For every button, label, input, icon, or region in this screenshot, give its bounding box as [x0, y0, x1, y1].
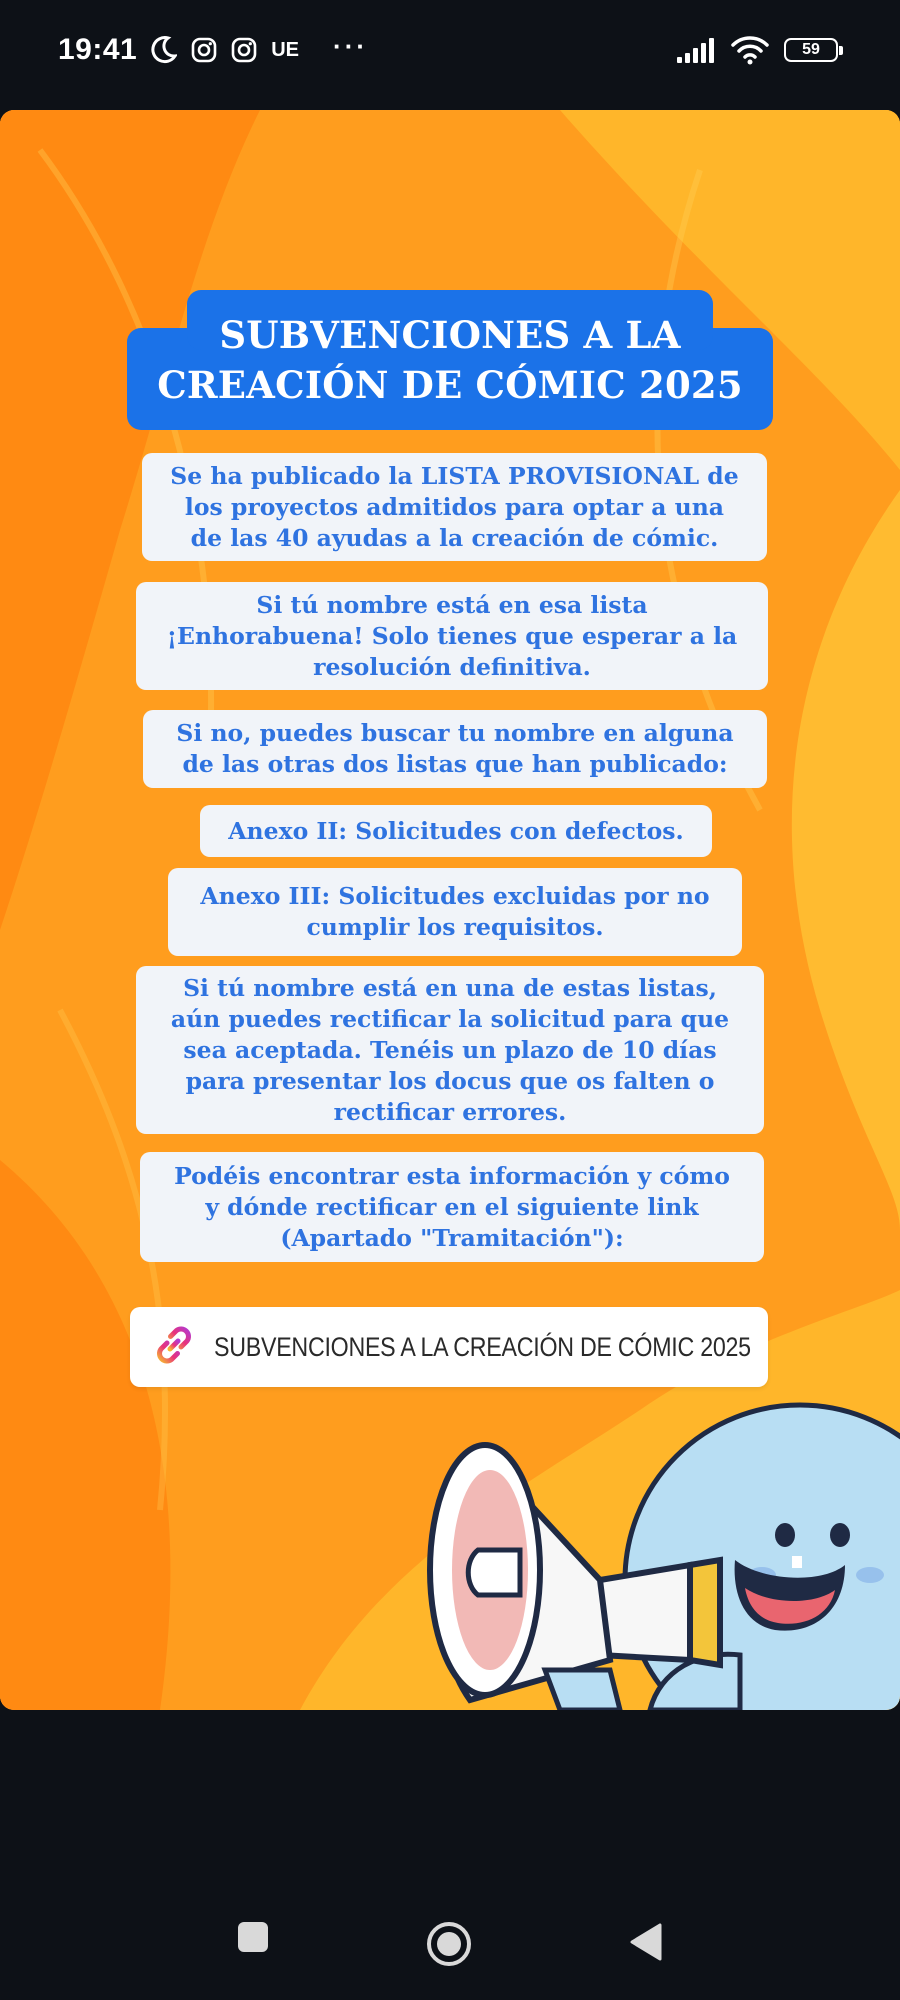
moon-icon	[151, 36, 177, 64]
status-time: 19:41	[58, 33, 138, 66]
text-block-anexo-ii: Anexo II: Solicitudes con defectos.	[200, 805, 712, 857]
more-notifications-dots: ···	[333, 30, 369, 61]
recents-button[interactable]	[236, 1920, 270, 1959]
circle-icon	[425, 1920, 473, 1968]
signal-icon	[676, 37, 716, 63]
battery-icon	[784, 38, 838, 62]
text-block-enhorabuena: Si tú nombre está en esa lista ¡Enhorabuena! Solo tienes que esperar a la resolución definitiva.	[136, 582, 768, 690]
text-block-rectificar: Si tú nombre está en una de estas listas, aún puedes rectificar la solicitud para que sea aceptada. Tenéis un plazo de 10 días para presentar los docus que os falten o rectificar errores.	[136, 966, 764, 1134]
back-button[interactable]	[628, 1922, 664, 1967]
title-line-1: SUBVENCIONES A LA	[219, 313, 681, 357]
text-block-tramitacion: Podéis encontrar esta información y cómo y dónde rectificar en el siguiente link (Apartado "Tramitación"):	[140, 1152, 764, 1262]
wifi-icon	[730, 35, 770, 65]
story-card[interactable]	[0, 110, 900, 1710]
link-icon	[148, 1319, 200, 1376]
carrier-label: UE	[271, 38, 300, 61]
text-block-otras-listas: Si no, puedes buscar tu nombre en alguna de las otras dos listas que han publicado:	[143, 710, 767, 788]
instagram-icon	[231, 37, 257, 63]
link-sticker[interactable]	[130, 1307, 768, 1387]
story-title	[127, 290, 773, 430]
status-bar	[0, 0, 900, 100]
instagram-icon	[191, 37, 217, 63]
title-line-2: CREACIÓN DE CÓMIC 2025	[157, 363, 743, 407]
text-block-anexo-iii: Anexo III: Solicitudes excluidas por no cumplir los requisitos.	[168, 868, 742, 956]
back-triangle-icon	[628, 1922, 664, 1962]
text-block-lista-provisional: Se ha publicado la LISTA PROVISIONAL de los proyectos admitidos para optar a una de las 40 ayudas a la creación de cómic.	[142, 453, 767, 561]
link-label: SUBVENCIONES A LA CREACIÓN DE CÓMIC 2025	[214, 1331, 751, 1362]
home-button[interactable]	[425, 1920, 473, 1973]
battery-level: 59	[802, 41, 820, 58]
square-icon	[236, 1920, 270, 1954]
